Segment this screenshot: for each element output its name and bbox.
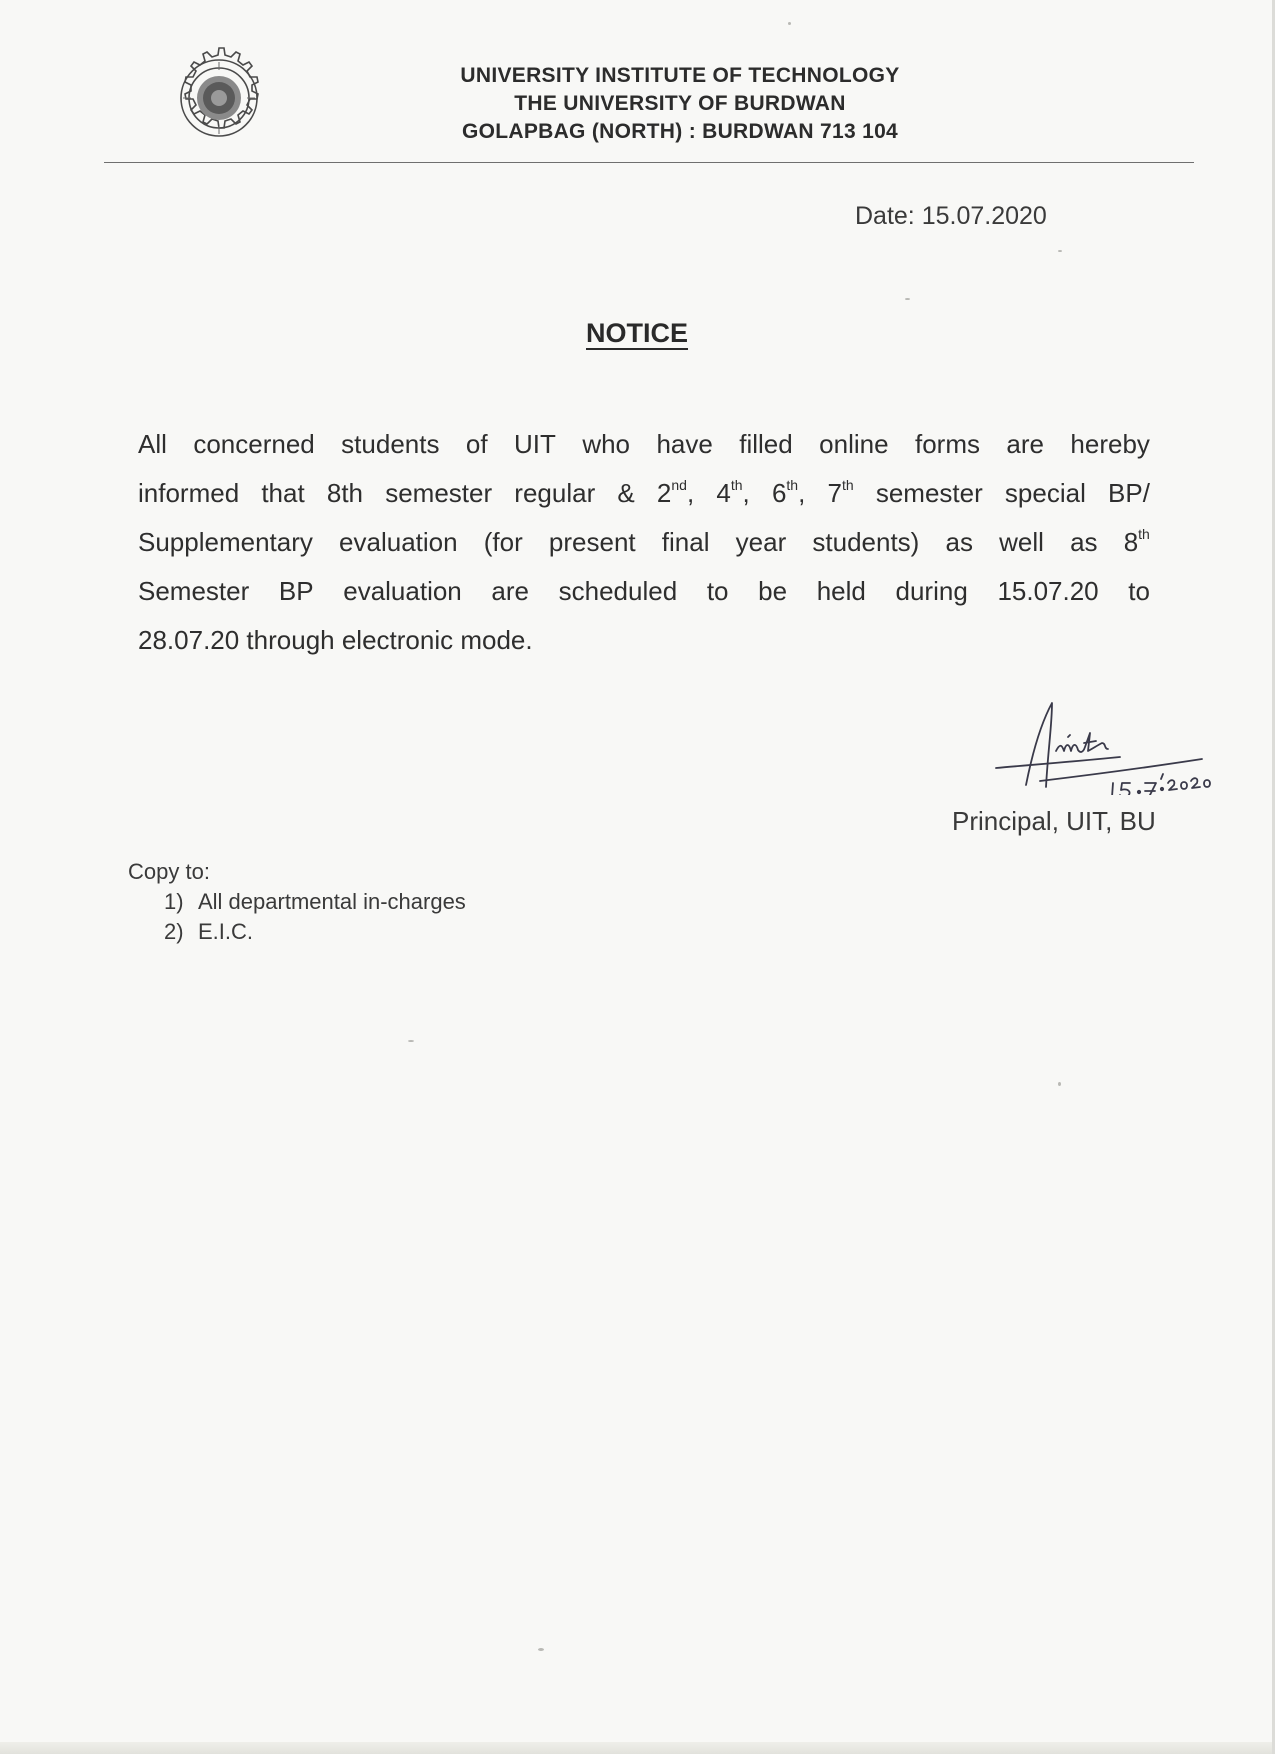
body-line-2: informed that 8th semester regular & 2nd, 4th, 6th, 7th semester special BP/: [138, 477, 1150, 508]
copy-to-section: [128, 857, 466, 947]
copy-to-item: 2) E.I.C.: [164, 919, 254, 944]
principal-signature: [990, 695, 1250, 795]
principal-label: Principal, UIT, BU: [952, 806, 1156, 836]
copy-to-label: Copy to:: [128, 859, 210, 884]
notice-body: [138, 420, 1150, 665]
body-line-5: 28.07.20 through electronic mode.: [138, 625, 533, 655]
scan-speck: [905, 298, 910, 300]
scan-speck: [1058, 1082, 1061, 1086]
scan-speck: [408, 1040, 414, 1042]
copy-to-item: 1) All departmental in-charges: [164, 889, 466, 914]
scan-speck: [1058, 250, 1062, 252]
scan-speck: [538, 1648, 544, 1651]
header-divider: [104, 162, 1194, 163]
university-name: THE UNIVERSITY OF BURDWAN: [514, 92, 846, 115]
institute-name: UNIVERSITY INSTITUTE OF TECHNOLOGY: [460, 64, 900, 87]
university-seal-icon: [166, 45, 272, 151]
notice-date: Date: 15.07.2020: [855, 202, 1047, 230]
institute-heading: [400, 62, 960, 146]
notice-title: NOTICE: [586, 318, 689, 348]
institute-address: GOLAPBAG (NORTH) : BURDWAN 713 104: [461, 120, 899, 143]
body-line-4: Semester BP evaluation are scheduled to be held during 15.07.20 to: [138, 576, 1150, 606]
scan-bottom-edge: [0, 1742, 1275, 1754]
body-line-1: All concerned students of UIT who have filled online forms are hereby: [138, 429, 1150, 459]
scan-speck: [788, 22, 791, 25]
body-line-3: Supplementary evaluation (for present final year students) as well as 8th: [138, 526, 1150, 557]
